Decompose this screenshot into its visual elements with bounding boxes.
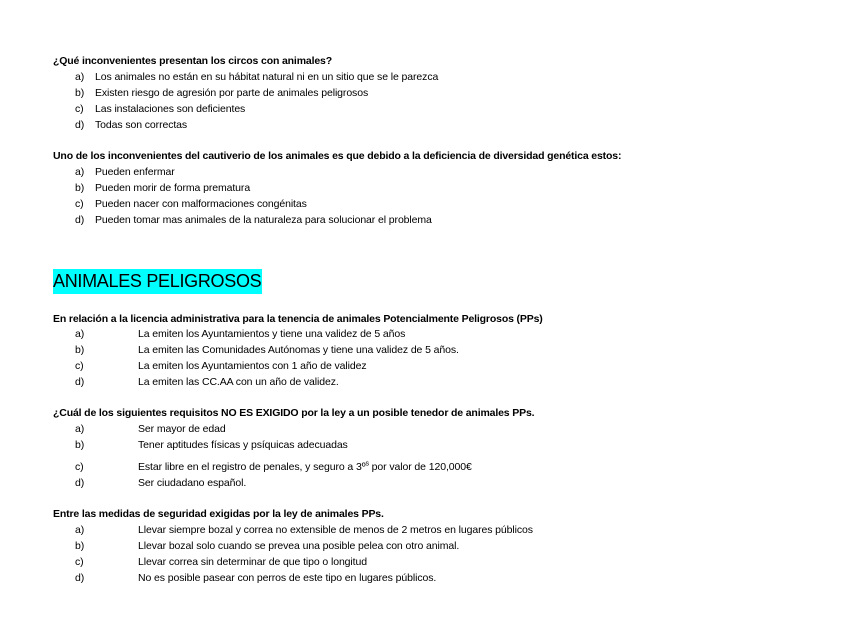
option-text: Ser mayor de edad xyxy=(138,423,226,435)
option-letter: d) xyxy=(75,214,85,226)
option-letter: d) xyxy=(75,119,85,131)
question-5: Entre las medidas de seguridad exigidas por la ley de animales PPs. xyxy=(53,508,384,520)
option-letter: d) xyxy=(75,572,85,584)
option-letter: a) xyxy=(75,71,85,83)
option-text: La emiten los Ayuntamientos y tiene una validez de 5 años xyxy=(138,328,406,340)
option-text: Las instalaciones son deficientes xyxy=(95,103,246,115)
option-letter: a) xyxy=(75,166,85,178)
option-letter: c) xyxy=(75,198,84,210)
option-letter: b) xyxy=(75,87,85,99)
option-text: La emiten las CC.AA con un año de validez. xyxy=(138,376,339,388)
option-text xyxy=(138,461,472,473)
option-text-tail: por valor de 120,000€ xyxy=(368,461,472,473)
option-letter: c) xyxy=(75,556,84,568)
option-text: Todas son correctas xyxy=(95,119,188,131)
option-text: Pueden enfermar xyxy=(95,166,175,178)
section-heading: ANIMALES PELIGROSOS xyxy=(53,269,262,294)
option-letter: a) xyxy=(75,328,85,340)
option-text: Pueden tomar mas animales de la naturaleza para solucionar el problema xyxy=(95,214,432,226)
option-text: Existen riesgo de agresión por parte de animales peligrosos xyxy=(95,87,369,99)
option-text: Llevar bozal solo cuando se prevea una posible pelea con otro animal. xyxy=(138,540,460,552)
option-letter: c) xyxy=(75,103,84,115)
option-letter: b) xyxy=(75,344,85,356)
option-text: Los animales no están en su hábitat natural ni en un sitio que se le parezca xyxy=(95,71,439,83)
question-3: En relación a la licencia administrativa para la tenencia de animales Potencialmente Peligrosos (PPs) xyxy=(53,313,543,325)
option-text: Pueden morir de forma prematura xyxy=(95,182,251,194)
option-text-superscript: s xyxy=(365,460,369,468)
option-letter: a) xyxy=(75,423,85,435)
option-letter: c) xyxy=(75,461,84,473)
question-4: ¿Cuál de los siguientes requisitos NO ES EXIGIDO por la ley a un posible tenedor de animales PPs. xyxy=(53,407,535,419)
option-letter: b) xyxy=(75,182,85,194)
option-letter: a) xyxy=(75,524,85,536)
option-text: Pueden nacer con malformaciones congénitas xyxy=(95,198,307,210)
option-text: La emiten las Comunidades Autónomas y tiene una validez de 5 años. xyxy=(138,344,459,356)
option-letter: b) xyxy=(75,439,85,451)
option-letter: d) xyxy=(75,477,85,489)
question-2: Uno de los inconvenientes del cautiverio de los animales es que debido a la deficiencia de diversidad genética estos: xyxy=(53,150,622,162)
option-letter: d) xyxy=(75,376,85,388)
option-letter: c) xyxy=(75,360,84,372)
option-text-main: Estar libre en el registro de penales, y seguro a 3º xyxy=(138,461,366,473)
question-1: ¿Qué inconvenientes presentan los circos con animales? xyxy=(53,55,332,67)
option-text: Ser ciudadano español. xyxy=(138,477,247,489)
option-text: Tener aptitudes físicas y psíquicas adecuadas xyxy=(138,439,348,451)
option-text: No es posible pasear con perros de este tipo en lugares públicos. xyxy=(138,572,437,584)
option-text: Llevar correa sin determinar de que tipo o longitud xyxy=(138,556,367,568)
option-text: Llevar siempre bozal y correa no extensible de menos de 2 metros en lugares públicos xyxy=(138,524,533,536)
option-text: La emiten los Ayuntamientos con 1 año de validez xyxy=(138,360,367,372)
option-letter: b) xyxy=(75,540,85,552)
